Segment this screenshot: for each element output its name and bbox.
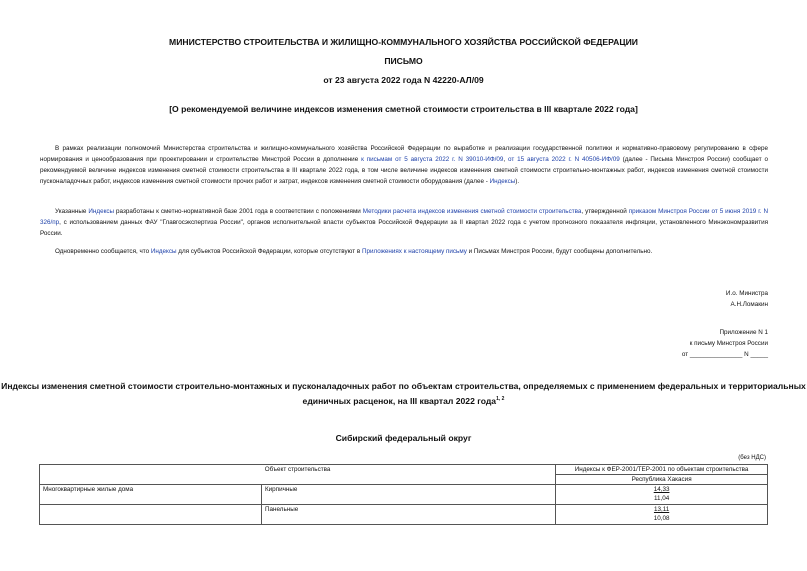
ministry-title: МИНИСТЕРСТВО СТРОИТЕЛЬСТВА И ЖИЛИЩНО-КОММУНАЛЬНОГО ХОЗЯЙСТВА РОССИЙСКОЙ ФЕДЕРАЦИИ xyxy=(169,37,638,47)
header-indices: Индексы к ФЕР-2001/ТЕР-2001 по объектам строительства xyxy=(556,465,768,475)
link-indices-2[interactable]: Индексы xyxy=(88,208,115,215)
document-subject: [О рекомендуемой величине индексов изменения сметной стоимости строительства в III квартале 2022 года] xyxy=(169,104,638,114)
paragraph-3: Одновременно сообщается, что Индексы для субъектов Российской Федерации, которые отсутствуют в Приложениях к настоящему письму и Письмах Минстроя России, будут сообщены дополнительно. xyxy=(55,248,653,255)
table-row xyxy=(40,485,768,505)
federal-district-title: Сибирский федеральный округ xyxy=(335,433,472,443)
header-region: Республика Хакасия xyxy=(556,475,768,485)
document-date-number: от 23 августа 2022 года N 42220-АЛ/09 xyxy=(323,75,484,85)
link-indices-3[interactable]: Индексы xyxy=(150,248,177,255)
table-title: Индексы изменения сметной стоимости строительно-монтажных и пусконаладочных работ по объектам строительства, определяемых с применением федеральных и территориальных единичных расценок, на III квартал 2022 года$^{1, 2}$ xyxy=(1,381,806,406)
row-object xyxy=(40,505,262,525)
indices-table xyxy=(39,464,768,525)
row-subtype: Кирпичные xyxy=(262,485,556,505)
paragraph-1: В рамках реализации полномочий Министерства строительства и жилищно-коммунального хозяйства Российской Федерации по выработке и реализации государственной политики и нормативно-правовому регулированию в сфере нормирования и ценообразования при проектировании и строительстве Минстрой России в дополнение к письмам от 5 августа 2022 г. N 39010-ИФ/09, от 15 августа 2022 г. N 40506-ИФ/09 (далее - Письма Минстроя России) сообщает о рекомендуемой величине индексов изменения сметной стоимости строительства в III квартале 2022 года, в том числе величине индексов изменения сметной стоимости строительно-монтажных работ, индексов изменения сметной стоимости пусконаладочных работ, индексов изменения сметной стоимости прочих работ и затрат, индексов изменения сметной стоимости оборудования (далее - Индексы). xyxy=(40,145,768,185)
vat-note: (без НДС) xyxy=(738,455,766,461)
link-letter-aug-5[interactable]: к письмам от 5 августа 2022 г. N 39010-ИФ/09 xyxy=(361,156,504,163)
value-smr: 14,33 xyxy=(653,486,670,493)
signature-position: И.о. Министра xyxy=(725,290,768,297)
link-methodology[interactable]: Методики расчета индексов изменения сметной стоимости строительства xyxy=(362,208,582,215)
value-pnr: 11,04 xyxy=(653,494,670,502)
link-order-326[interactable]: приказом Минстроя России от 5 июня 2019 г. N 326/пр xyxy=(40,208,768,226)
table-header-row xyxy=(40,465,768,475)
appendix-header xyxy=(682,327,768,360)
row-subtype: Панельные xyxy=(262,505,556,525)
table-title-footnote: 1, 2 xyxy=(496,396,505,402)
signature-name: А.Н.Ломакин xyxy=(730,301,768,308)
paragraph-2: Указанные Индексы разработаны к сметно-нормативной базе 2001 года в соответствии с положениями Методики расчета индексов изменения сметной стоимости строительства, утвержденной приказом Минстроя России от 5 июня 2019 г. N 326/пр, с использованием данных ФАУ "Главгосэкспертиза России", органов исполнительной власти субъектов Российской Федерации за II квартал 2022 года с учетом прогнозного показателя инфляции, установленного Минэкономразвития России. xyxy=(40,208,768,237)
link-indices-1[interactable]: Индексы xyxy=(489,178,516,185)
document-type: ПИСЬМО xyxy=(384,56,423,66)
link-appendices[interactable]: Приложениях к настоящему письму xyxy=(361,248,467,255)
row-object: Многоквартирные жилые дома xyxy=(40,485,262,505)
row-values xyxy=(556,485,768,505)
signature-block xyxy=(726,288,768,310)
appendix-number: Приложение N 1 xyxy=(719,329,768,336)
value-smr: 13,11 xyxy=(653,506,670,513)
link-letter-aug-15[interactable]: от 15 августа 2022 г. N 40506-ИФ/09 xyxy=(508,156,620,163)
table-row xyxy=(40,505,768,525)
appendix-ref: к письму Минстроя России xyxy=(689,340,768,347)
appendix-date-line: от _______________ N _____ xyxy=(681,351,768,358)
value-pnr: 10,08 xyxy=(653,514,670,522)
row-values xyxy=(556,505,768,525)
header-object: Объект строительства xyxy=(40,465,556,485)
